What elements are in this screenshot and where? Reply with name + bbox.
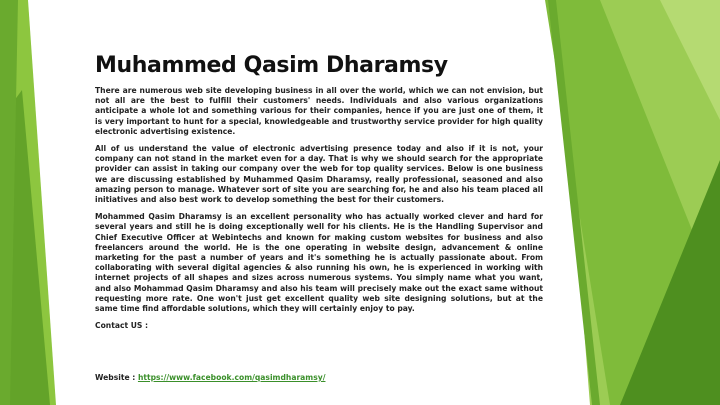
document-content: [95, 52, 543, 331]
website-label: Website :: [95, 373, 136, 382]
website-line: [95, 373, 325, 383]
website-link[interactable]: https://www.facebook.com/qasimdharamsy/: [137, 373, 326, 382]
paragraph-3: Mohammed Qasim Dharamsy is an excellent personality who has actually worked clever and hard for several years and still he is doing exceptionally well for his clients. He is the Handling Supervisor and Chief Executive Officer at Webintechs and known for making custom websites for business and also freelancers around the world. He is the one operating in website design, advancement & online marketing for the past a number of years and it's something he is actually passionate about. From collaborating with several digital agencies & also running his own, he is experienced in working with internet projects of all shapes and sizes across numerous systems. You simply name what you want, and also Mohammad Qasim Dharamsy and also his team will precisely make out the exact same without requesting more rate. One won't just get excellent quality web site designing solutions, but at the same time find affordable solutions, which they will certainly enjoy to pay.: [95, 212, 543, 314]
paragraph-2: All of us understand the value of electronic advertising presence today and also if it is not, your company can not stand in the market even for a day. That is why we should search for the appropriate provider can assist in taking our company over the web for top quality services. Below is one business we are discussing established by Muhammed Qasim Dharamsy, really professional, seasoned and also amazing person to manage. Whatever sort of site you are searching for, he and also his team placed all initiatives and also best work to develop something the best for their customers.: [95, 144, 543, 205]
contact-label: Contact US :: [95, 321, 149, 331]
paragraph-1: There are numerous web site developing business in all over the world, which we can not envision, but not all are the best to fulfill their customers' needs. Individuals and also various organizations anticipate a whole lot and something various for their companies, hence if you are just one of them, it is very important to hunt for a special, knowledgeable and trustworthy service provider for high quality electronic advertising existence.: [95, 86, 543, 136]
page-title: Muhammed Qasim Dharamsy: [95, 53, 448, 78]
